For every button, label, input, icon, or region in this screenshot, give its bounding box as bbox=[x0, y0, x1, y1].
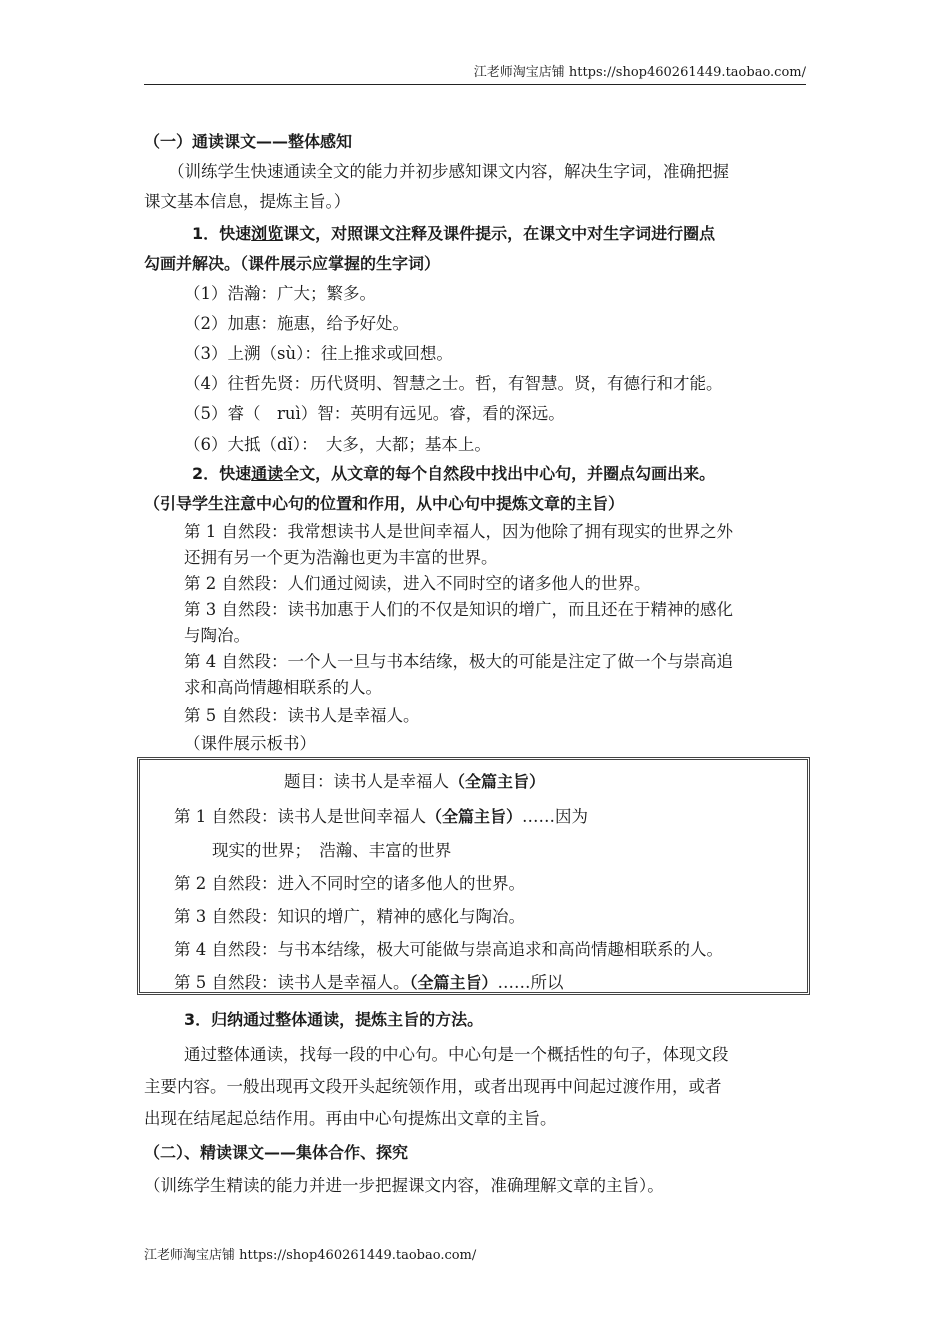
board-p3: 第 3 自然段：知识的增广，精神的感化与陶冶。 bbox=[174, 907, 525, 926]
board-p1-sub: 现实的世界； 浩瀚、丰富的世界 bbox=[212, 841, 452, 860]
board-p5-tag: （全篇主旨） bbox=[409, 973, 498, 992]
paragraph-summary: 第 5 自然段：读书人是幸福人。 bbox=[184, 706, 420, 725]
section1-intro-line1: （训练学生快速通读全文的能力并初步感知课文内容，解决生字词，准确把握 bbox=[168, 162, 729, 181]
blackboard-summary-box bbox=[137, 757, 810, 995]
board-p5-text: 第 5 自然段：读书人是幸福人。 bbox=[174, 973, 410, 992]
step2-prefix: 2．快速 bbox=[192, 464, 252, 483]
board-p1-tag: （全篇主旨） bbox=[426, 807, 523, 826]
paragraph-summary: 第 3 自然段：读书加惠于人们的不仅是知识的增广，而且还在于精神的感化 bbox=[184, 600, 733, 619]
vocab-item: （4）往哲先贤：历代贤明、智慧之士。哲，有智慧。贤，有德行和才能。 bbox=[184, 374, 723, 393]
step1-prefix: 1．快速 bbox=[192, 224, 252, 243]
step2-underlined: 通读 bbox=[251, 464, 284, 483]
step3-body-line: 出现在结尾起总结作用。再由中心句提炼出文章的主旨。 bbox=[144, 1109, 557, 1128]
page-header: 江老师淘宝店铺 https://shop460261449.taobao.com/ bbox=[473, 65, 806, 80]
vocab-item: （6）大抵（dǐ）： 大多，大都；基本上。 bbox=[184, 435, 491, 454]
vocab-item: （1）浩瀚：广大；繁多。 bbox=[184, 284, 376, 303]
vocab-item: （5）睿（ ruì）智：英明有远见。睿，看的深远。 bbox=[184, 404, 565, 423]
board-p5 bbox=[174, 971, 564, 995]
step3-heading: 3．归纳通过整体通读，提炼主旨的方法。 bbox=[184, 1010, 484, 1029]
paragraph-summary: 第 1 自然段：我常想读书人是世间幸福人，因为他除了拥有现实的世界之外 bbox=[184, 522, 733, 541]
step3-body-line: 通过整体通读，找每一段的中心句。中心句是一个概括性的句子，体现文段 bbox=[184, 1045, 729, 1064]
board-title-tag: （全篇主旨） bbox=[449, 772, 546, 791]
paragraph-summary: 求和高尚情趣相联系的人。 bbox=[184, 678, 382, 697]
board-p1-tail: ……因为 bbox=[522, 807, 589, 826]
paragraph-summary: 还拥有另一个更为浩瀚也更为丰富的世界。 bbox=[184, 548, 498, 567]
step3-body-line: 主要内容。一般出现再文段开头起统领作用，或者出现再中间起过渡作用，或者 bbox=[144, 1077, 722, 1096]
vocab-item: （2）加惠：施惠，给予好处。 bbox=[184, 314, 409, 333]
board-p5-tail: ……所以 bbox=[497, 973, 564, 992]
board-p4: 第 4 自然段：与书本结缘，极大可能做与崇高追求和高尚情趣相联系的人。 bbox=[174, 940, 723, 959]
header-divider bbox=[144, 84, 806, 85]
paragraph-summary: 第 2 自然段：人们通过阅读，进入不同时空的诸多他人的世界。 bbox=[184, 574, 651, 593]
section1-intro-line2: 课文基本信息，提炼主旨。） bbox=[144, 192, 351, 211]
step2-heading bbox=[192, 462, 715, 486]
paragraph-summary: 与陶冶。 bbox=[184, 626, 250, 645]
vocab-item: （3）上溯（sù）：往上推求或回想。 bbox=[184, 344, 453, 363]
section2-title: （二）、精读课文——集体合作、探究 bbox=[144, 1143, 409, 1162]
section1-title: （一）通读课文——整体感知 bbox=[144, 132, 353, 151]
board-p1-text: 第 1 自然段：读书人是世间幸福人 bbox=[174, 807, 426, 826]
board-title bbox=[284, 770, 545, 794]
step1-suffix: 课文，对照课文注释及课件提示，在课文中对生字词进行圈点 bbox=[283, 224, 716, 243]
board-p2: 第 2 自然段：进入不同时空的诸多他人的世界。 bbox=[174, 874, 525, 893]
board-note: （课件展示板书） bbox=[184, 734, 316, 753]
board-p1 bbox=[174, 805, 588, 829]
step2-heading-line2: （引导学生注意中心句的位置和作用，从中心句中提炼文章的主旨） bbox=[144, 494, 625, 513]
step1-heading bbox=[192, 222, 715, 246]
page-footer: 江老师淘宝店铺 https://shop460261449.taobao.com/ bbox=[144, 1248, 477, 1263]
section2-intro: （训练学生精读的能力并进一步把握课文内容，准确理解文章的主旨）。 bbox=[144, 1176, 664, 1195]
board-title-text: 题目：读书人是幸福人 bbox=[284, 772, 449, 791]
step1-heading-line2: 勾画并解决。（课件展示应掌握的生字词） bbox=[144, 254, 441, 273]
step1-underlined: 浏览 bbox=[251, 224, 284, 243]
paragraph-summary: 第 4 自然段：一个人一旦与书本结缘，极大的可能是注定了做一个与崇高追 bbox=[184, 652, 733, 671]
step2-suffix: 全文，从文章的每个自然段中找出中心句，并圈点勾画出来。 bbox=[283, 464, 716, 483]
